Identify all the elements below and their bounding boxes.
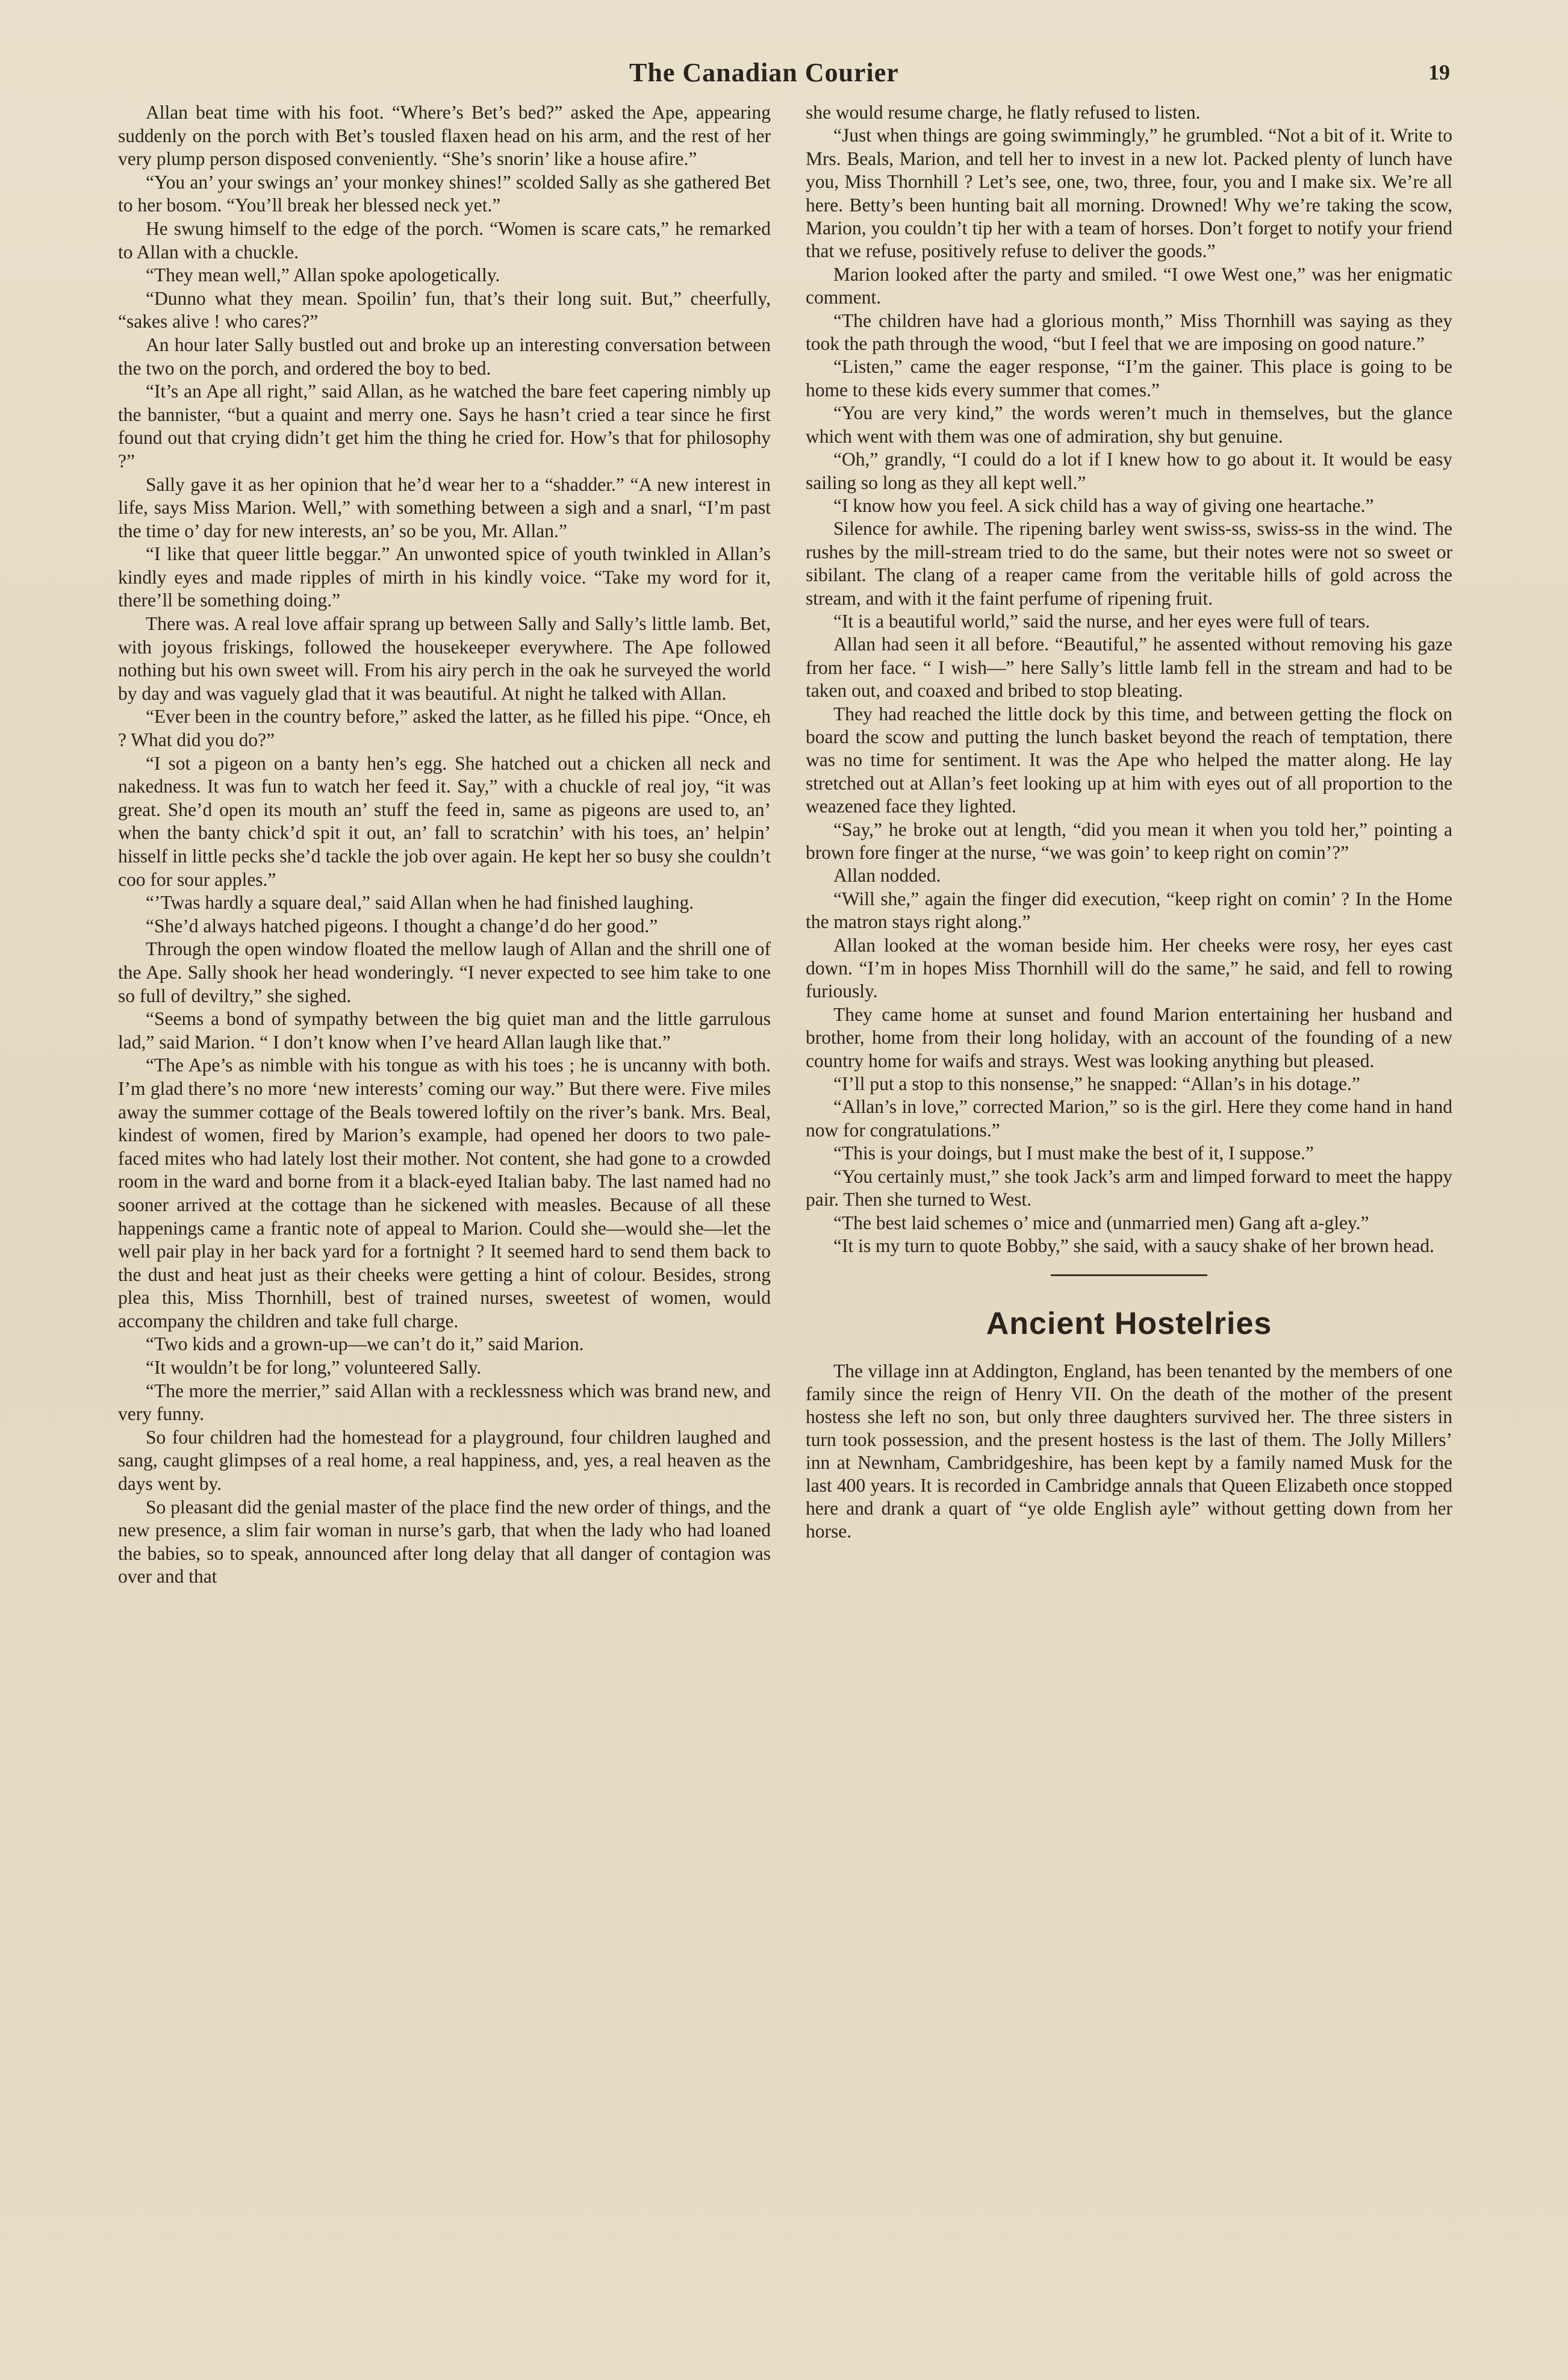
article-heading: Ancient Hostelries [986, 1306, 1272, 1342]
running-header [0, 57, 1568, 93]
paragraph: “Seems a bond of sympathy between the big quiet man and the little garrulous lad,” said Marion. “ I don’t know when I’ve heard Allan laugh like that.” [118, 1008, 771, 1053]
paragraph: So four children had the homestead for a playground, four children laughed and sang, caught glimpses of a real home, a real happiness, and, yes, a real heaven as the days went by. [118, 1426, 771, 1495]
paragraph: “I sot a pigeon on a banty hen’s egg. She hatched out a chicken all neck and nakedness. It was fun to watch her feed it. Say,” with a chuckle of real joy, “it was great. She’d open its mouth an’ stuff the feed in, same as pigeons are used to, an’ when the banty chick’d spit it out, an’ fall to scratchin’ with his toes, an’ helpin’ hisself in little pecks she’d tackle the job over again. He kept her so busy she couldn’t coo for sour apples.” [118, 752, 771, 890]
paragraph: “She’d always hatched pigeons. I thought a change’d do her good.” [146, 915, 658, 936]
paragraph: “I know how you feel. A sick child has a way of giving one heartache.” [833, 494, 1374, 516]
paragraph: Silence for awhile. The ripening barley went swiss-ss, swiss-ss in the wind. The rushes by the mill-stream tried to do the same, but their notes were not so sweet or sibilant. The clang of a reaper came from the veritable hills of gold across the stream, and with it the faint perfume of ripening fruit. [806, 518, 1452, 609]
quotation: “The best laid schemes o’ mice and (unmarried men) Gang aft a-gley.” [833, 1212, 1369, 1233]
paragraph: “This is your doings, but I must make the best of it, I suppose.” [833, 1142, 1314, 1164]
paragraph: “It wouldn’t be for long,” volunteered Sally. [146, 1357, 482, 1378]
paragraph: “Just when things are going swimmingly,” he grumbled. “Not a bit of it. Write to Mrs. Beals, Marion, and tell her to invest in a new lot. Packed plenty of lunch have you, Miss Thornhill ? Let’s see, one, two, three, four, you and I make six. We’re all here. Betty’s been hunting bait all morning. Drowned! Why we’re taking the scow, Marion, you couldn’t tip her with a team of horses. Don’t forget to notify your friend that we refuse, positively refuse to deliver the goods.” [806, 125, 1452, 262]
paragraph: “The more the merrier,” said Allan with a recklessness which was brand new, and very funny. [118, 1380, 771, 1425]
paragraph: “Oh,” grandly, “I could do a lot if I knew how to go about it. It would be easy sailing so long as they all kept well.” [806, 449, 1452, 493]
page-number: 19 [1428, 60, 1450, 84]
paragraph: “Listen,” came the eager response, “I’m the gainer. This place is going to be home to these kids every summer that comes.” [806, 356, 1452, 400]
article-body: The village inn at Addington, England, has been tenanted by the members of one family since the reign of Henry VII. On the death of the mother of the present hostess she left no son, but only three daughters survived her. The three sisters in turn took possession, and the present hostess is the last of them. The Jolly Millers’ inn at Newnham, Cambridgeshire, has been kept by a family named Musk for the last 400 years. It is recorded in Cambridge annals that Queen Elizabeth once stopped here and drank a quart of “ye olde English ayle” without getting down from her horse. [806, 1360, 1452, 1542]
paragraph: “It’s an Ape all right,” said Allan, as he watched the bare feet capering nimbly up the bannister, “but a quaint and merry one. Says he hasn’t cried a tear since he first found out that crying didn’t get him the thing he cried for. How’s that for philosophy ?” [118, 381, 771, 472]
paragraph: Allan nodded. [833, 865, 941, 886]
paragraph: Sally gave it as her opinion that he’d wear her to a “shadder.” “A new interest in life, says Miss Marion. Well,” with something between a sigh and a snarl, “I’m past the time o’ day for new interests, an’ so be you, Mr. Allan.” [118, 473, 771, 541]
paragraph: “Will she,” again the finger did execution, “keep right on comin’ ? In the Home the matron stays right along.” [806, 888, 1452, 933]
paragraph: “It is my turn to quote Bobby,” she said, with a saucy shake of her brown head. [833, 1235, 1434, 1256]
paragraph: “Say,” he broke out at length, “did you mean it when you told her,” pointing a brown fore finger at the nurse, “we was goin’ to keep right on comin’?” [806, 818, 1452, 863]
paragraph: So pleasant did the genial master of the place find the new order of things, and the new presence, a slim fair woman in nurse’s garb, that when the lady who had loaned the babies, so to speak, announced after long delay that all danger of contagion was over and that [118, 1496, 771, 1587]
paragraph: “’Twas hardly a square deal,” said Allan when he had finished laughing. [146, 892, 694, 914]
paragraph: “Two kids and a grown-up—we can’t do it,” said Marion. [146, 1333, 584, 1355]
paragraph: Marion looked after the party and smiled. “I owe West one,” was her enigmatic comment. [806, 263, 1452, 308]
paragraph: “Dunno what they mean. Spoilin’ fun, that’s their long suit. But,” cheerfully, “sakes alive ! who cares?” [118, 287, 771, 332]
paragraph: Allan beat time with his foot. “Where’s Bet’s bed?” asked the Ape, appearing suddenly on the porch with Bet’s tousled flaxen head on his arm, and the rest of her very plump person disposed conveniently. “She’s snorin’ like a house afire.” [118, 102, 771, 170]
paragraph: “You certainly must,” she took Jack’s arm and limped forward to meet the happy pair. Then she turned to West. [806, 1165, 1452, 1210]
paragraph: “You are very kind,” the words weren’t much in themselves, but the glance which went with them was one of admiration, shy but genuine. [806, 402, 1452, 447]
paragraph: “Ever been in the country before,” asked the latter, as he filled his pipe. “Once, eh ? What did you do?” [118, 706, 771, 751]
paragraph: “You an’ your swings an’ your monkey shines!” scolded Sally as she gathered Bet to her bosom. “You’ll break her blessed neck yet.” [118, 171, 771, 216]
article-divider [1051, 1274, 1207, 1276]
paragraph: Allan had seen it all before. “Beautiful,” he assented without removing his gaze from her face. “ I wish—” here Sally’s little lamb fell in the stream and had to be taken out, and coaxed and bribed to stop bleating. [806, 634, 1452, 702]
paragraph: “I like that queer little beggar.” An unwonted spice of youth twinkled in Allan’s kindly eyes and made ripples of mirth in his kindly voice. “Take my word for it, there’ll be something doing.” [118, 543, 771, 611]
left-column [118, 101, 771, 1589]
paragraph: “I’ll put a stop to this nonsense,” he snapped: “Allan’s in his dotage.” [833, 1073, 1360, 1095]
paragraph: He swung himself to the edge of the porch. “Women is scare cats,” he remarked to Allan with a chuckle. [118, 217, 771, 263]
paragraph: They had reached the little dock by this time, and between getting the flock on board the scow and putting the lunch basket beyond the reach of temptation, there was no time for sentiment. It was the Ape who helped the matter along. He lay stretched out at Allan’s feet looking up at him with eyes out of all proportion to the weazened face they lighted. [806, 703, 1452, 817]
paragraph: There was. A real love affair sprang up between Sally and Sally’s little lamb. Bet, with joyous friskings, followed the housekeeper everywhere. The Ape followed nothing but his own sweet will. From his airy perch in the oak he surveyed the world by day and was vaguely glad that it was beautiful. At night he talked with Allan. [118, 613, 771, 704]
paragraph: “Allan’s in love,” corrected Marion,” so is the girl. Here they come hand in hand now for congratulations.” [806, 1096, 1452, 1141]
paragraph: “They mean well,” Allan spoke apologetically. [146, 264, 500, 286]
paragraph: They came home at sunset and found Marion entertaining her husband and brother, home from their long holiday, with an account of the founding of a new country home for waifs and strays. West was looking anything but pleased. [806, 1003, 1452, 1071]
paragraph: Through the open window floated the mellow laugh of Allan and the shrill one of the Ape. Sally shook her head wonderingly. “I never expected to see him take to one so full of deviltry,” she sighed. [118, 938, 771, 1006]
right-column [806, 101, 1452, 1543]
paragraph: “The Ape’s as nimble with his tongue as with his toes ; he is uncanny with both. I’m glad there’s no more ‘new interests’ coming our way.” But there were. Five miles away the summer cottage of the Beals towered loftily on the river’s bank. Mrs. Beal, kindest of women, fired by Marion’s example, had opened her doors to two pale-faced mites who had lately lost their mother. Not content, she had gone to a crowded room in the ward and borne from it a black-eyed Italian baby. The last named had no sooner arrived at the cottage than he sickened with measles. Because of all these happenings came a frantic note of appeal to Marion. Could she—would she—let the well pair play in her back yard for a fortnight ? It seemed hard to send them back to the dust and heat just as their cheeks were getting a hint of colour. Besides, strong plea this, Miss Thornhill, best of trained nurses, sweetest of women, would accompany the children and take full charge. [118, 1054, 771, 1332]
publication-title: The Canadian Courier [629, 58, 899, 87]
article-ancient-hostelries [806, 1306, 1452, 1543]
paragraph: “It is a beautiful world,” said the nurse, and her eyes were full of tears. [833, 610, 1370, 632]
paragraph: “The children have had a glorious month,” Miss Thornhill was saying as they took the path through the wood, “but I feel that we are imposing on good nature.” [806, 310, 1452, 355]
paragraph: Allan looked at the woman beside him. Her cheeks were rosy, her eyes cast down. “I’m in hopes Miss Thornhill will do the same,” he said, and fell to rowing furiously. [806, 934, 1452, 1002]
paragraph: An hour later Sally bustled out and broke up an interesting conversation between the two on the porch, and ordered the boy to bed. [118, 334, 771, 379]
paragraph-continuation: she would resume charge, he flatly refused to listen. [806, 102, 1201, 123]
